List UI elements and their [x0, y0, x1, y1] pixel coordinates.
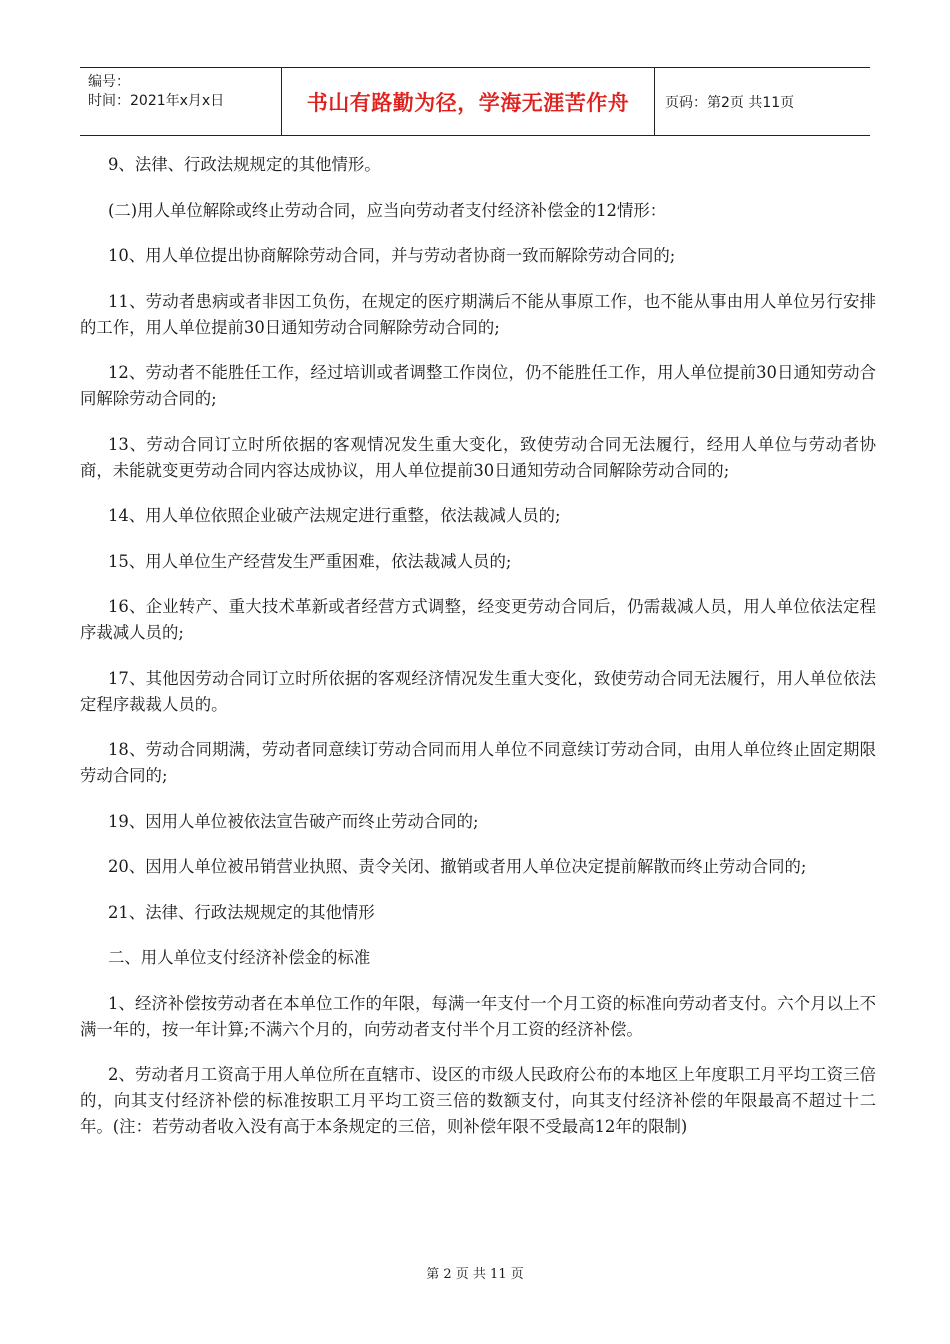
paragraph: 13、劳动合同订立时所依据的客观情况发生重大变化，致使劳动合同无法履行，经用人单位与劳动者协商，未能就变更劳动合同内容达成协议，用人单位提前30日通知劳动合同解除劳动合同的; [80, 434, 876, 480]
page-info-text: 页码：第2页 共11页 [665, 94, 795, 111]
paragraph: 2、劳动者月工资高于用人单位所在直辖市、设区的市级人民政府公布的本地区上年度职工月平均工资三倍的，向其支付经济补偿的标准按职工月平均工资三倍的数额支付，向其支付经济补偿的年限最高不超过十二年。(注：若劳动者收入没有高于本条规定的三倍，则补偿年限不受最高12年的限制) [80, 1065, 876, 1136]
paragraph: 9、法律、行政法规规定的其他情形。 [108, 155, 381, 174]
footer-page-number: 第 2 页 共 11 页 [426, 1267, 524, 1282]
paragraph: 12、劳动者不能胜任工作，经过培训或者调整工作岗位，仍不能胜任工作，用人单位提前30日通知劳动合同解除劳动合同的; [80, 363, 876, 408]
paragraph: (二)用人单位解除或终止劳动合同，应当向劳动者支付经济补偿金的12情形： [108, 200, 667, 220]
paragraph: 17、其他因劳动合同订立时所依据的客观经济情况发生重大变化，致使劳动合同无法履行，用人单位依法定程序裁裁人员的。 [80, 668, 876, 714]
paragraph: 15、用人单位生产经营发生严重困难，依法裁减人员的; [108, 551, 512, 571]
paragraph: 10、用人单位提出协商解除劳动合同，并与劳动者协商一致而解除劳动合同的; [108, 246, 676, 265]
motto-text: 书山有路勤为径，学海无涯苦作舟 [306, 90, 630, 115]
paragraph: 19、因用人单位被依法宣告破产而终止劳动合同的; [108, 811, 479, 831]
paragraph: 16、企业转产、重大技术革新或者经营方式调整，经变更劳动合同后，仍需裁减人员，用人单位依法定程序裁减人员的; [80, 597, 876, 642]
header-motto-cell [282, 68, 655, 135]
section-heading: 二、用人单位支付经济补偿金的标准 [108, 948, 371, 967]
paragraph: 11、劳动者患病或者非因工负伤，在规定的医疗期满后不能从事原工作，也不能从事由用人单位另行安排的工作，用人单位提前30日通知劳动合同解除劳动合同的; [80, 291, 876, 337]
header-page-info [655, 68, 870, 135]
paragraph: 20、因用人单位被吊销营业执照、责令关闭、撤销或者用人单位决定提前解散而终止劳动合同的; [108, 857, 807, 876]
header-meta [80, 68, 282, 135]
paragraph: 1、经济补偿按劳动者在本单位工作的年限，每满一年支付一个月工资的标准向劳动者支付。六个月以上不满一年的，按一年计算;不满六个月的，向劳动者支付半个月工资的经济补偿。 [80, 993, 876, 1039]
serial-number-label: 编号： [88, 74, 130, 90]
paragraph: 14、用人单位依照企业破产法规定进行重整，依法裁减人员的; [108, 506, 561, 525]
document-body [80, 152, 876, 1160]
paragraph: 21、法律、行政法规规定的其他情形 [108, 902, 375, 922]
header-table [80, 67, 870, 136]
date-label: 时间：2021年x月x日 [88, 93, 225, 109]
paragraph: 18、劳动合同期满，劳动者同意续订劳动合同而用人单位不同意续订劳动合同，由用人单位终止固定期限劳动合同的; [80, 740, 876, 785]
page-footer [0, 1263, 950, 1282]
